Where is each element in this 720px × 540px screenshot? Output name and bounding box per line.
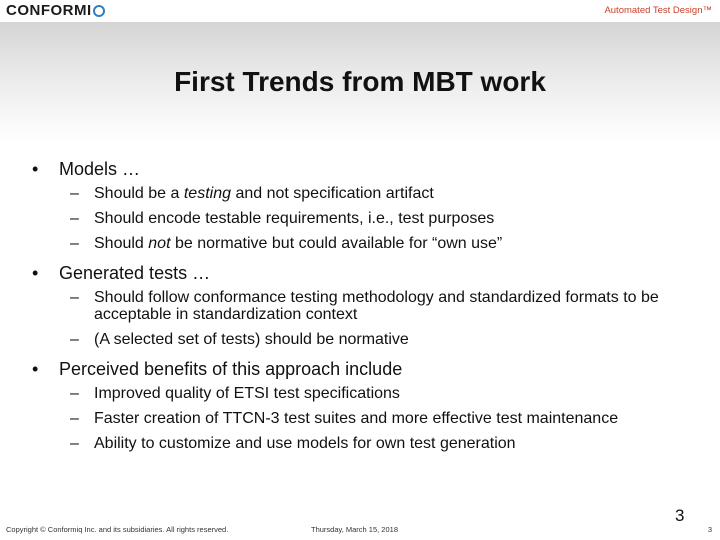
dash-icon: – — [70, 410, 79, 427]
footer-copyright: Copyright © Conformiq Inc. and its subsidiaries. All rights reserved. — [6, 525, 229, 534]
bullet-dot-icon: • — [32, 159, 39, 179]
dash-icon: – — [70, 331, 79, 348]
sub-emphasis: not — [148, 235, 171, 252]
slide-title: First Trends from MBT work — [174, 66, 546, 97]
dash-icon: – — [70, 210, 79, 227]
slide-header — [0, 0, 720, 24]
sub-text: (A selected set of tests) should be normative — [94, 331, 409, 348]
bullet-dot-icon: • — [32, 359, 39, 379]
slide-number: 3 — [675, 506, 685, 525]
sub-text: Faster creation of TTCN-3 test suites and more effective test maintenance — [94, 410, 619, 427]
sub-emphasis: testing — [183, 185, 231, 202]
sub-item — [32, 410, 702, 427]
bullet-item — [32, 262, 702, 284]
bullet-label: Models … — [59, 159, 141, 179]
sub-item — [32, 289, 702, 323]
sub-text: Should encode testable requirements, i.e., test purposes — [94, 210, 495, 227]
bullet-item — [32, 158, 702, 180]
conformiq-logo — [6, 2, 105, 19]
sub-text: and not specification artifact — [231, 185, 434, 202]
sub-item — [32, 235, 702, 252]
dash-icon: – — [70, 435, 79, 452]
sub-text: Should be a — [94, 185, 184, 202]
logo-q-icon — [93, 5, 105, 17]
bullet-dot-icon: • — [32, 263, 39, 283]
tagline: Automated Test Design™ — [604, 5, 712, 16]
bullet-group — [32, 358, 702, 452]
bullet-label: Generated tests … — [59, 263, 211, 283]
sub-list — [32, 185, 702, 252]
bullet-item — [32, 358, 702, 380]
bullet-group — [32, 158, 702, 252]
sub-text: Should follow conformance testing methodology and standardized formats to be acceptable in standardization context — [94, 289, 659, 323]
sub-item — [32, 331, 702, 348]
footer-date: Thursday, March 15, 2018 — [311, 525, 398, 534]
sub-item — [32, 185, 702, 202]
sub-item — [32, 385, 702, 402]
slide-content — [32, 158, 702, 462]
dash-icon: – — [70, 235, 79, 252]
sub-text: Improved quality of ETSI test specifications — [94, 385, 400, 402]
logo-text: CONFORMI — [6, 2, 92, 19]
dash-icon: – — [70, 385, 79, 402]
bullet-label: Perceived benefits of this approach include — [59, 359, 403, 379]
dash-icon: – — [70, 289, 79, 306]
sub-text: Should — [94, 235, 149, 252]
sub-item — [32, 210, 702, 227]
sub-list — [32, 289, 702, 348]
sub-item — [32, 435, 702, 452]
sub-text: Ability to customize and use models for own test generation — [94, 435, 516, 452]
sub-text: be normative but could available for “own use” — [170, 235, 503, 252]
dash-icon: – — [70, 185, 79, 202]
footer-page-number: 3 — [707, 525, 712, 534]
bullet-group — [32, 262, 702, 348]
sub-list — [32, 385, 702, 452]
